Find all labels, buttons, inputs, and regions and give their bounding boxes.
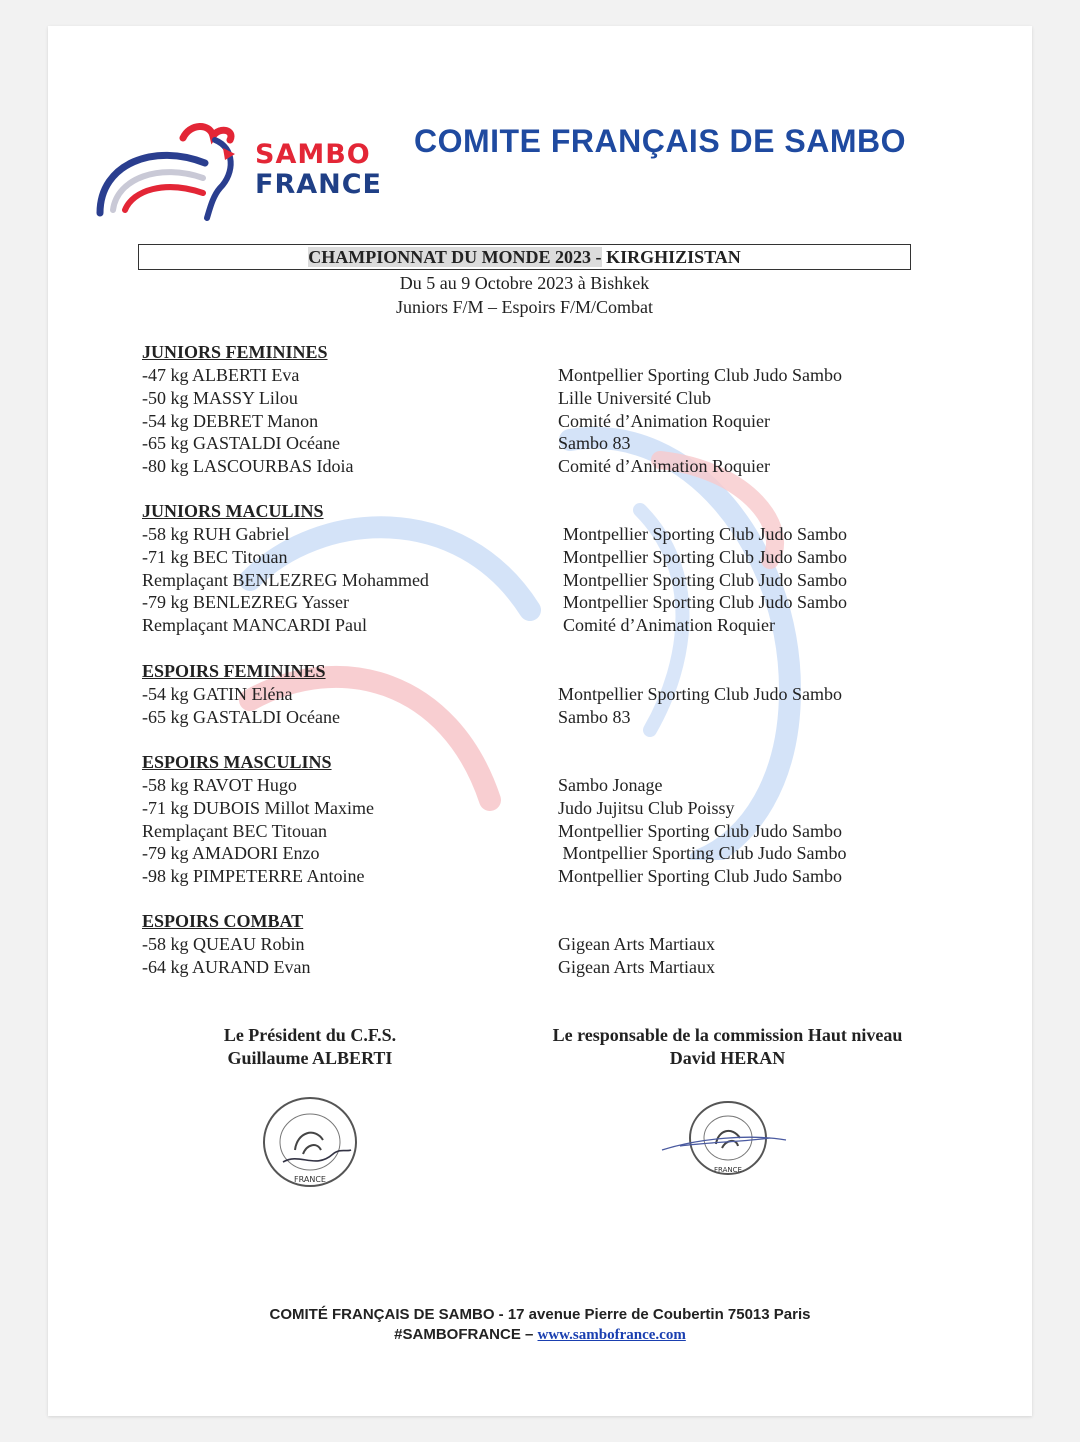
official-stamp-left <box>255 1092 365 1192</box>
athlete: -65 kg GASTALDI Océane <box>142 706 340 727</box>
club: Montpellier Sporting Club Judo Sambo <box>558 866 843 887</box>
club: Montpellier Sporting Club Judo Sambo <box>563 546 848 567</box>
club: Montpellier Sporting Club Judo Sambo <box>563 569 848 590</box>
footer-hashtag: #SAMBOFRANCE – <box>394 1326 538 1343</box>
footer-address: COMITÉ FRANÇAIS DE SAMBO - 17 avenue Pierre de Coubertin 75013 Paris <box>269 1306 811 1323</box>
club: Judo Jujitsu Club Poissy <box>558 797 735 818</box>
athlete: -50 kg MASSY Lilou <box>142 387 298 408</box>
organization-title: COMITE FRANÇAIS DE SAMBO <box>414 123 906 159</box>
list-item <box>142 933 715 956</box>
section-juniors-masculins <box>142 500 848 637</box>
list-item <box>142 683 843 706</box>
list-item <box>142 523 848 546</box>
list-item <box>142 820 843 843</box>
list-item <box>142 774 663 797</box>
website-link[interactable]: www.sambofrance.com <box>537 1327 686 1343</box>
athlete: Remplaçant BENLEZREG Mohammed <box>142 569 429 590</box>
list-item <box>142 410 770 433</box>
club: Comité d’Animation Roquier <box>563 615 775 636</box>
section-espoirs-feminines <box>142 660 843 729</box>
section-title: ESPOIRS COMBAT <box>142 911 304 931</box>
club: Sambo 83 <box>558 433 631 454</box>
signature-commission <box>520 1024 935 1070</box>
event-title-box <box>138 244 911 270</box>
club: Montpellier Sporting Club Judo Sambo <box>563 524 848 544</box>
signatory-name: Guillaume ALBERTI <box>227 1048 393 1068</box>
list-item <box>142 455 770 478</box>
logo-wordmark <box>255 140 382 200</box>
athlete: -71 kg DUBOIS Millot Maxime <box>142 797 374 818</box>
athlete: -58 kg RUH Gabriel <box>142 524 290 544</box>
signatory-role: Le Président du C.F.S. <box>223 1025 397 1045</box>
club: Montpellier Sporting Club Judo Sambo <box>558 684 843 704</box>
athlete: -64 kg AURAND Evan <box>142 956 311 977</box>
section-juniors-feminines <box>142 341 843 478</box>
footer-contact <box>48 1326 1032 1344</box>
club: Sambo Jonage <box>558 775 663 795</box>
athlete: -47 kg ALBERTI Eva <box>142 365 300 385</box>
athlete: -58 kg RAVOT Hugo <box>142 775 297 795</box>
list-item <box>142 865 843 888</box>
section-title: ESPOIRS MASCULINS <box>142 752 332 772</box>
logo-line-sambo: SAMBO <box>255 139 371 170</box>
logo-line-france: FRANCE <box>255 169 382 200</box>
athlete: -79 kg BENLEZREG Yasser <box>142 592 349 613</box>
section-title: JUNIORS FEMININES <box>142 342 328 362</box>
club: Sambo 83 <box>558 706 631 727</box>
section-title: ESPOIRS FEMININES <box>142 661 326 681</box>
club: Montpellier Sporting Club Judo Sambo <box>558 365 843 385</box>
club: Montpellier Sporting Club Judo Sambo <box>563 592 848 613</box>
list-item <box>142 569 848 592</box>
club: Montpellier Sporting Club Judo Sambo <box>558 820 843 841</box>
club: Lille Université Club <box>558 387 711 408</box>
stamp-country-text: FRANCE <box>294 1175 326 1184</box>
stamp-country-text: FRANCE <box>714 1166 742 1174</box>
list-item <box>142 387 711 410</box>
list-item <box>142 614 775 637</box>
section-espoirs-combat <box>142 910 715 979</box>
athlete: -65 kg GASTALDI Océane <box>142 433 340 454</box>
event-categories: Juniors F/M – Espoirs F/M/Combat <box>395 297 654 317</box>
section-espoirs-masculins <box>142 751 847 888</box>
event-title-country: KIRGHIZISTAN <box>601 247 741 267</box>
list-item <box>142 797 735 820</box>
section-title: JUNIORS MACULINS <box>142 501 324 521</box>
club: Comité d’Animation Roquier <box>558 456 770 477</box>
list-item <box>142 591 848 614</box>
athlete: Remplaçant MANCARDI Paul <box>142 615 367 636</box>
signatory-name: David HERAN <box>669 1048 786 1068</box>
athlete: -71 kg BEC Titouan <box>142 546 288 567</box>
club: Gigean Arts Martiaux <box>558 956 715 977</box>
athlete: -58 kg QUEAU Robin <box>142 934 305 954</box>
athlete: -54 kg GATIN Eléna <box>142 684 293 704</box>
athlete: -79 kg AMADORI Enzo <box>142 843 320 864</box>
signature-president <box>160 1024 460 1070</box>
official-stamp-right <box>660 1098 790 1180</box>
list-item <box>142 706 631 729</box>
club: Gigean Arts Martiaux <box>558 934 715 954</box>
list-item <box>142 364 843 387</box>
list-item <box>142 546 848 569</box>
athlete: -54 kg DEBRET Manon <box>142 410 319 431</box>
signatory-role: Le responsable de la commission Haut niveau <box>552 1025 903 1045</box>
athlete: -98 kg PIMPETERRE Antoine <box>142 866 365 887</box>
event-dates: Du 5 au 9 Octobre 2023 à Bishkek <box>399 273 650 293</box>
list-item <box>142 842 847 865</box>
club: Comité d’Animation Roquier <box>558 410 770 431</box>
athlete: Remplaçant BEC Titouan <box>142 820 328 841</box>
athlete: -80 kg LASCOURBAS Idoia <box>142 456 354 477</box>
list-item <box>142 432 631 455</box>
club: Montpellier Sporting Club Judo Sambo <box>558 843 847 864</box>
list-item <box>142 956 715 979</box>
event-title-highlighted: CHAMPIONNAT DU MONDE 2023 - <box>308 247 602 267</box>
